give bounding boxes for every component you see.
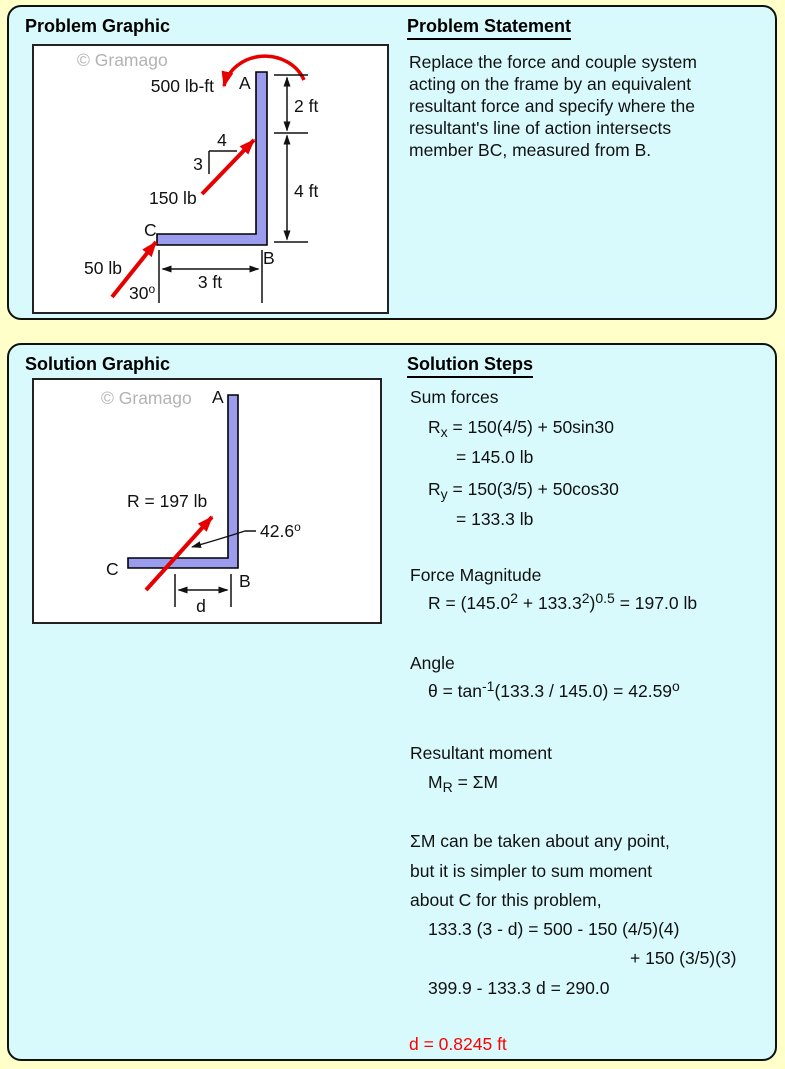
solution-step-line: Resultant moment [410,743,553,763]
solution-step-line: $R_y = 150(3/5) + 50\cos 30$ [428,479,619,502]
frame-member [157,72,267,245]
solution-step-line: Angle [410,653,455,673]
point-b-label: B [239,571,251,591]
force-50-label: 50 lb [84,258,122,278]
solution-step-line: ΣM can be taken about any point, [410,831,670,851]
resultant-label: R = 197 lb [127,491,208,511]
solution-graphic-title: Solution Graphic [25,354,171,374]
solution-step-line: + 150 (3/5)(3) [630,948,737,968]
solution-step-line: $M_R = \Sigma M$ [428,772,499,795]
frame-member [128,395,238,568]
problem-statement-title: Problem Statement [407,16,571,40]
angle-leader-arrow [192,531,256,547]
moment-label: 500 lb-ft [150,76,214,96]
force-150-label: 150 lb [149,188,197,208]
problem-diagram [34,46,387,312]
solution-diagram-canvas [32,378,382,624]
point-a-label: A [212,387,224,407]
statement-line: member BC, measured from B. [409,140,652,160]
problem-graphic-title: Problem Graphic [25,16,171,36]
problem-diagram-canvas [32,44,389,314]
solution-step-line: $R = (145.0^2 + 133.3^2)^{0.5} = 197.0$ lb [428,590,698,613]
slope-4-label: 4 [217,130,227,150]
solution-steps-title: Solution Steps [407,354,533,378]
solution-step-line: about C for this problem, [410,890,602,910]
statement-line: Replace the force and couple system [409,52,697,72]
watermark: © Gramago [77,50,168,70]
solution-step-line: 399.9 - 133.3 d = 290.0 [428,978,610,998]
point-a-label: A [239,73,251,93]
solution-step-line: Force Magnitude [410,565,542,585]
angle-30-label: 30$^o$ [129,282,156,303]
solution-panel [7,343,777,1061]
point-c-label: C [144,220,157,240]
slope-3-label: 3 [193,154,203,174]
point-c-label: C [106,559,119,579]
watermark: © Gramago [101,388,192,408]
solution-step-line: 133.3 (3 - d) = 500 - 150 (4/5)(4) [428,919,680,939]
dim-4ft-label: 4 ft [294,181,319,201]
solution-step-line: $\theta = \tan^{-1}(133.3 / 145.0) = 42.59^o$ [428,678,680,701]
statement-line: resultant force and specify where the [409,96,695,116]
solution-diagram [34,380,380,622]
point-b-label: B [263,248,275,268]
dim-2ft-label: 2 ft [294,96,319,116]
statement-line: resultant's line of action intersects [409,118,672,138]
force-150-arrow [202,140,254,194]
problem-panel [7,5,777,320]
resultant-force-arrow [146,517,212,590]
solution-step-line: = 133.3 lb [456,509,534,529]
statement-line: acting on the frame by an equivalent [409,74,692,94]
dim-d-label: d [196,596,206,616]
solution-step-line: Sum forces [410,387,499,407]
angle-label: 42.6$^o$ [260,520,301,541]
dim-3ft-label: 3 ft [197,272,223,292]
answer-text: d = 0.8245 ft [409,1034,507,1054]
solution-step-line: = 145.0 lb [456,447,534,467]
solution-step-line: but it is simpler to sum moment [410,861,653,881]
solution-step-line: $R_x = 150(4/5) + 50\sin 30$ [428,417,615,440]
